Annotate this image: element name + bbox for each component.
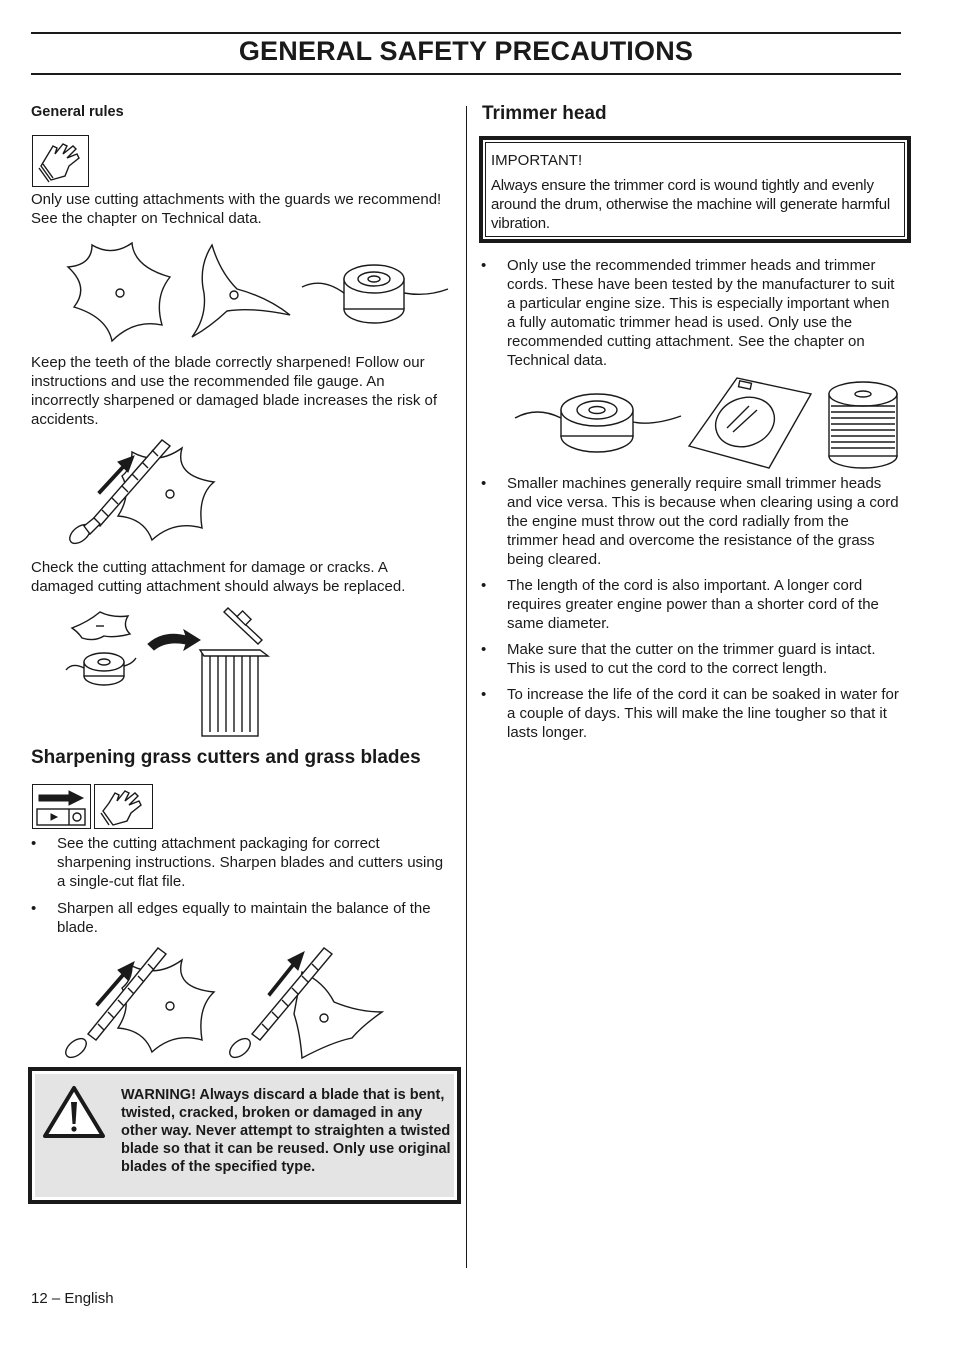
warning-triangle-icon [43, 1086, 105, 1138]
list-item: • To increase the life of the cord it can be soaked in water for a couple of days. This will make the line tougher so that it lasts longer. [481, 686, 899, 741]
glove-icon [32, 135, 89, 187]
trimmer-products-figure [513, 376, 903, 471]
sharpening-heading: Sharpening grass cutters and grass blades [31, 747, 421, 768]
warning-box [28, 1067, 461, 1204]
important-box [479, 136, 911, 243]
list-item: • See the cutting attachment packaging for correct sharpening instructions. Sharpen blades and cutters using a single-cut flat file. [31, 835, 444, 890]
list-item: • Smaller machines generally require small trimmer heads and vice versa. This is because when clearing using a cord the engine must throw out the cord radially from the trimmer head and overcome the resistance of the grass being cleared. [481, 475, 899, 568]
blade-sharpening-figure [62, 942, 392, 1062]
list-item: • Make sure that the cutter on the trimmer guard is intact. This is used to cut the cord to the correct length. [481, 641, 876, 677]
trimmer-bullets-1 [481, 256, 901, 370]
general-rules-heading: General rules [31, 104, 124, 120]
list-item: • The length of the cord is also important. A longer cord requires greater engine power than a shorter cord of the same diameter. [481, 577, 879, 632]
instruction-book-icon [32, 784, 91, 829]
glove-icon-2 [94, 784, 153, 829]
page-footer: 12 – English [31, 1290, 114, 1307]
p-sharpen: Keep the teeth of the blade correctly sharpened! Follow our instructions and use the recommended file gauge. An incorrectly sharpened or damaged blade increases the risk of accidents. [31, 354, 438, 428]
page-title: GENERAL SAFETY PRECAUTIONS [238, 36, 694, 66]
p-guards: Only use cutting attachments with the guards we recommend! See the chapter on Technical data. [31, 191, 442, 227]
trimmer-head-heading: Trimmer head [482, 103, 607, 124]
header-bottom-rule [31, 73, 901, 75]
file-sharpening-figure [62, 436, 232, 551]
p-check-damage: Check the cutting attachment for damage or cracks. A damaged cutting attachment should always be replaced. [31, 559, 406, 595]
warning-text: WARNING! Always discard a blade that is bent, twisted, cracked, broken or damaged in any other way. Never attempt to straighten a twisted blade so that it can be reused. Only use original blades of the specified type. [121, 1087, 451, 1175]
important-text: Always ensure the trimmer cord is wound tightly and evenly around the drum, otherwise the machine will generate harmful vibration. [491, 177, 891, 232]
list-item: • Only use the recommended trimmer heads and trimmer cords. These have been tested by the manufacturer to suit a particular engine size. This is especially important when a fully automatic trimmer head is used. Only use the recommended cutting attachment. See the chapter on Technical data. [481, 257, 895, 369]
header-top-rule [31, 32, 901, 34]
trimmer-bullets-2 [481, 474, 901, 742]
list-item: • Sharpen all edges equally to maintain the balance of the blade. [31, 900, 431, 936]
cutting-attachments-figure [62, 237, 452, 352]
column-divider [466, 106, 467, 1268]
sharpening-bullets [31, 834, 451, 937]
discard-blade-figure [64, 604, 274, 739]
important-label: IMPORTANT! [491, 152, 583, 169]
